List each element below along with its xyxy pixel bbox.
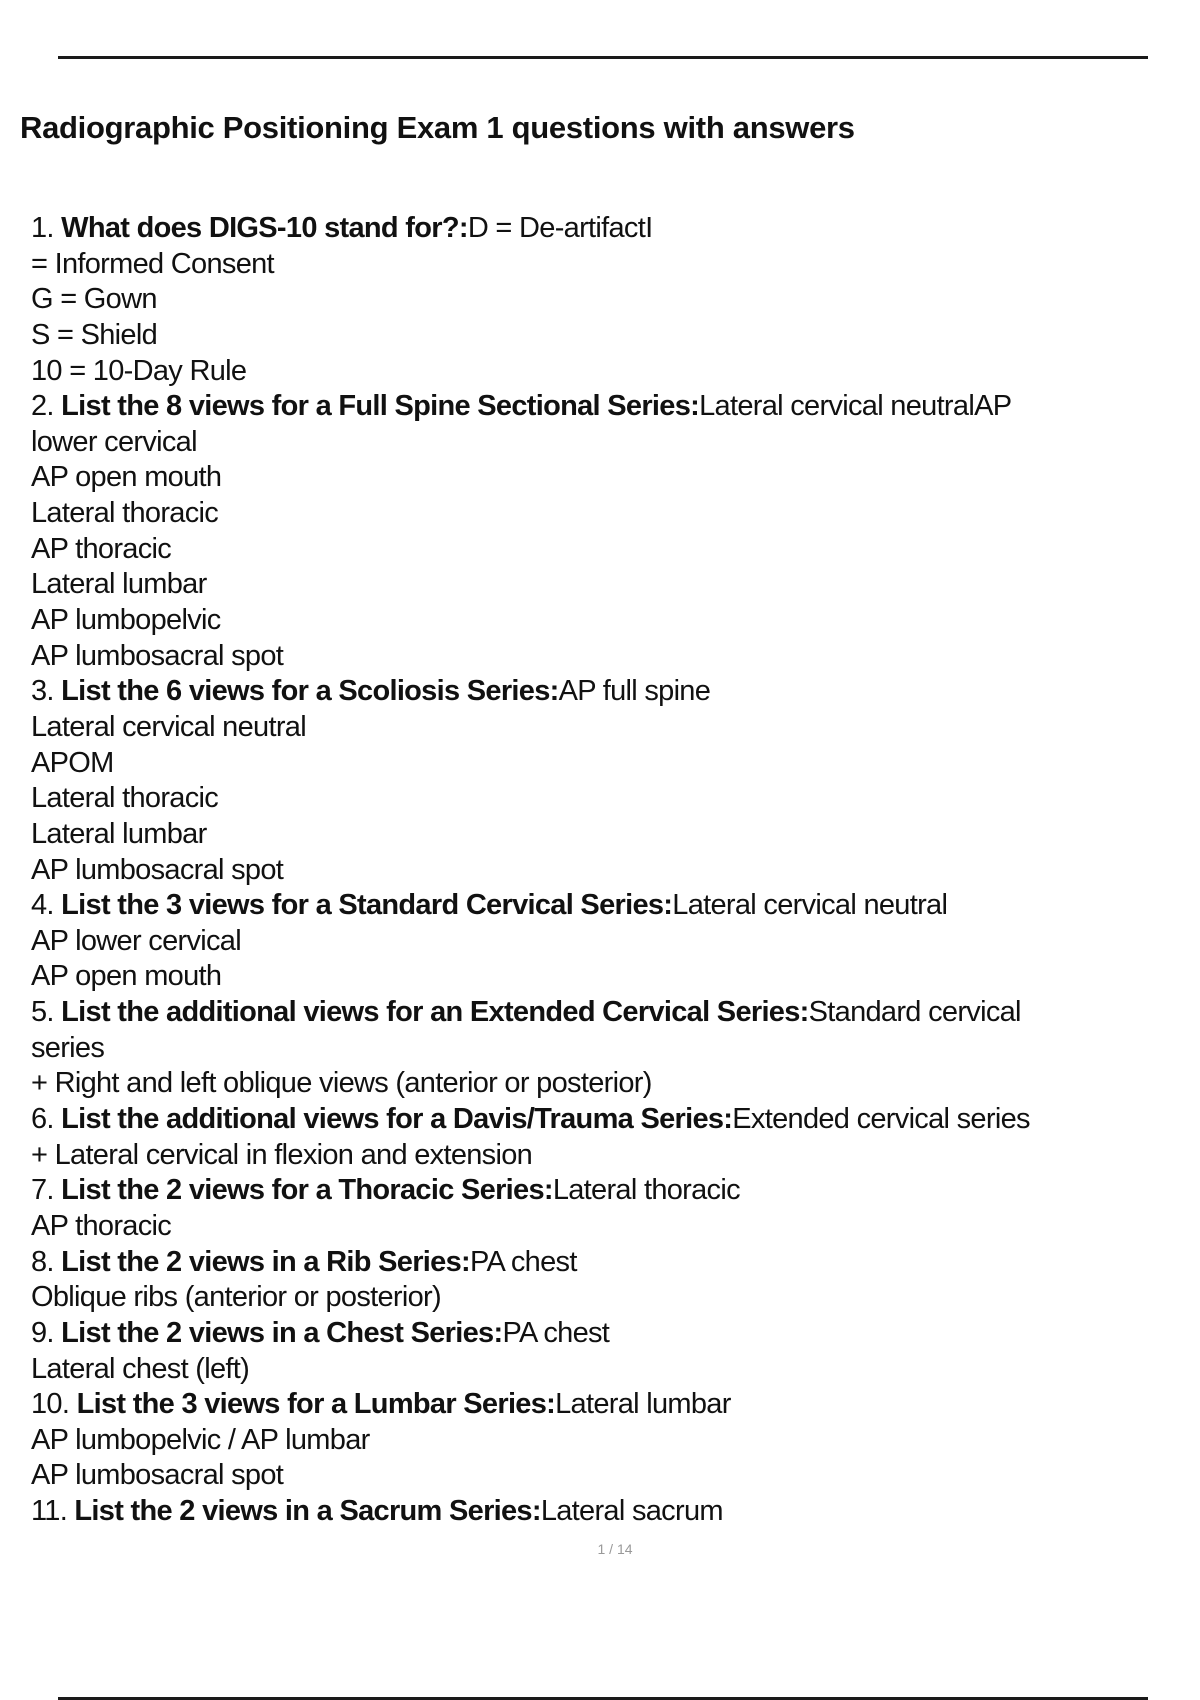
answer-text: AP lumbopelvic / AP lumbar [31, 1423, 370, 1456]
answer-text: APOM [31, 746, 114, 779]
answer-text: AP thoracic [31, 1209, 172, 1242]
answer-text: Lateral chest (left) [31, 1352, 250, 1385]
question-text: List the 6 views for a Scoliosis Series: [61, 675, 559, 708]
question-item [31, 1102, 1030, 1138]
answer-text: Extended cervical series [732, 1103, 1030, 1136]
question-item [31, 1387, 1030, 1423]
question-number: 5. [31, 996, 62, 1029]
answer-text: + Lateral cervical in flexion and extension [31, 1138, 533, 1171]
answer-text: Lateral sacrum [540, 1495, 723, 1528]
answer-text: Lateral thoracic [31, 782, 219, 815]
answer-text: lower cervical [31, 425, 197, 458]
question-number: 9. [31, 1316, 62, 1349]
answer-text: AP lumbosacral spot [31, 639, 284, 672]
answer-text: 10 = 10-Day Rule [31, 354, 247, 387]
question-item [31, 888, 1030, 924]
answer-line [31, 282, 1030, 318]
answer-text: Standard cervical [808, 996, 1021, 1029]
answer-line [31, 1209, 1030, 1245]
answer-text: G = Gown [31, 283, 157, 316]
answer-text: S = Shield [31, 318, 158, 351]
answer-text: Lateral thoracic [552, 1174, 740, 1207]
question-text: List the 3 views for a Standard Cervical Series: [61, 889, 673, 922]
answer-line [31, 532, 1030, 568]
answer-line [31, 710, 1030, 746]
question-text: List the 2 views for a Thoracic Series: [61, 1174, 553, 1207]
answer-line [31, 817, 1030, 853]
question-text: List the additional views for a Davis/Trauma Series: [61, 1103, 733, 1136]
answer-line [31, 959, 1030, 995]
question-text: List the 3 views for a Lumbar Series: [76, 1388, 556, 1421]
answer-line [31, 460, 1030, 496]
question-item [31, 1173, 1030, 1209]
answer-line [31, 639, 1030, 675]
answer-text: Lateral thoracic [31, 497, 219, 530]
question-number: 10. [31, 1388, 77, 1421]
answer-line [31, 567, 1030, 603]
question-text: List the additional views for an Extended Cervical Series: [61, 996, 809, 1029]
answer-text: D = De-artifactI [467, 212, 653, 244]
question-text: List the 2 views in a Sacrum Series: [74, 1495, 541, 1528]
answer-line [31, 318, 1030, 354]
answer-line [31, 1138, 1030, 1174]
answer-text: + Right and left oblique views (anterior or posterior) [31, 1067, 652, 1100]
answer-line [31, 746, 1030, 782]
qa-list [31, 211, 1030, 1530]
answer-line [31, 1352, 1030, 1388]
header-rule [58, 56, 1148, 59]
question-item [31, 211, 1030, 247]
question-item [31, 1316, 1030, 1352]
question-item [31, 674, 1030, 710]
answer-text: AP full spine [558, 675, 711, 708]
answer-line [31, 603, 1030, 639]
answer-line [31, 1423, 1030, 1459]
question-number: 1. [31, 212, 62, 244]
answer-line [31, 924, 1030, 960]
answer-text: Lateral cervical neutralAP [699, 390, 1012, 423]
question-number: 2. [31, 390, 62, 423]
question-number: 3. [31, 675, 62, 708]
question-item [31, 995, 1030, 1031]
answer-line [31, 425, 1030, 461]
answer-line [31, 354, 1030, 390]
question-text: List the 8 views for a Full Spine Sectional Series: [61, 390, 700, 423]
question-number: 11. [31, 1495, 75, 1528]
answer-line [31, 1280, 1030, 1316]
answer-line [31, 1458, 1030, 1494]
answer-text: = Informed Consent [31, 247, 274, 280]
answer-line [31, 853, 1030, 889]
answer-text: AP lumbosacral spot [31, 1459, 284, 1492]
answer-text: AP open mouth [31, 960, 222, 993]
question-number: 8. [31, 1245, 62, 1278]
answer-text: AP open mouth [31, 461, 222, 494]
document-title: Radiographic Positioning Exam 1 questions with answers [20, 110, 855, 145]
question-number: 6. [31, 1103, 62, 1136]
answer-text: AP lumbopelvic [31, 604, 221, 637]
question-text: List the 2 views in a Rib Series: [61, 1245, 470, 1278]
answer-line [31, 781, 1030, 817]
question-text: List the 2 views in a Chest Series: [61, 1316, 503, 1349]
question-item [31, 1245, 1030, 1281]
question-text: What does DIGS-10 stand for?: [61, 212, 468, 244]
page-indicator: 1 / 14 [597, 1541, 633, 1557]
answer-text: Lateral lumbar [31, 568, 207, 601]
answer-text: PA chest [469, 1245, 577, 1278]
answer-text: Lateral cervical neutral [31, 710, 306, 743]
answer-text: Lateral lumbar [555, 1388, 731, 1421]
answer-line [31, 496, 1030, 532]
answer-line [31, 247, 1030, 283]
answer-text: Lateral lumbar [31, 817, 207, 850]
answer-text: AP lower cervical [31, 924, 241, 957]
answer-line [31, 1031, 1030, 1067]
answer-text: Lateral cervical neutral [672, 889, 948, 922]
question-number: 4. [31, 889, 62, 922]
answer-text: Oblique ribs (anterior or posterior) [31, 1281, 441, 1314]
answer-text: PA chest [502, 1316, 610, 1349]
answer-text: series [31, 1031, 105, 1064]
question-number: 7. [31, 1174, 62, 1207]
answer-text: AP lumbosacral spot [31, 853, 284, 886]
question-item [31, 389, 1030, 425]
answer-line [31, 1066, 1030, 1102]
answer-text: AP thoracic [31, 532, 172, 565]
question-item [31, 1494, 1030, 1530]
